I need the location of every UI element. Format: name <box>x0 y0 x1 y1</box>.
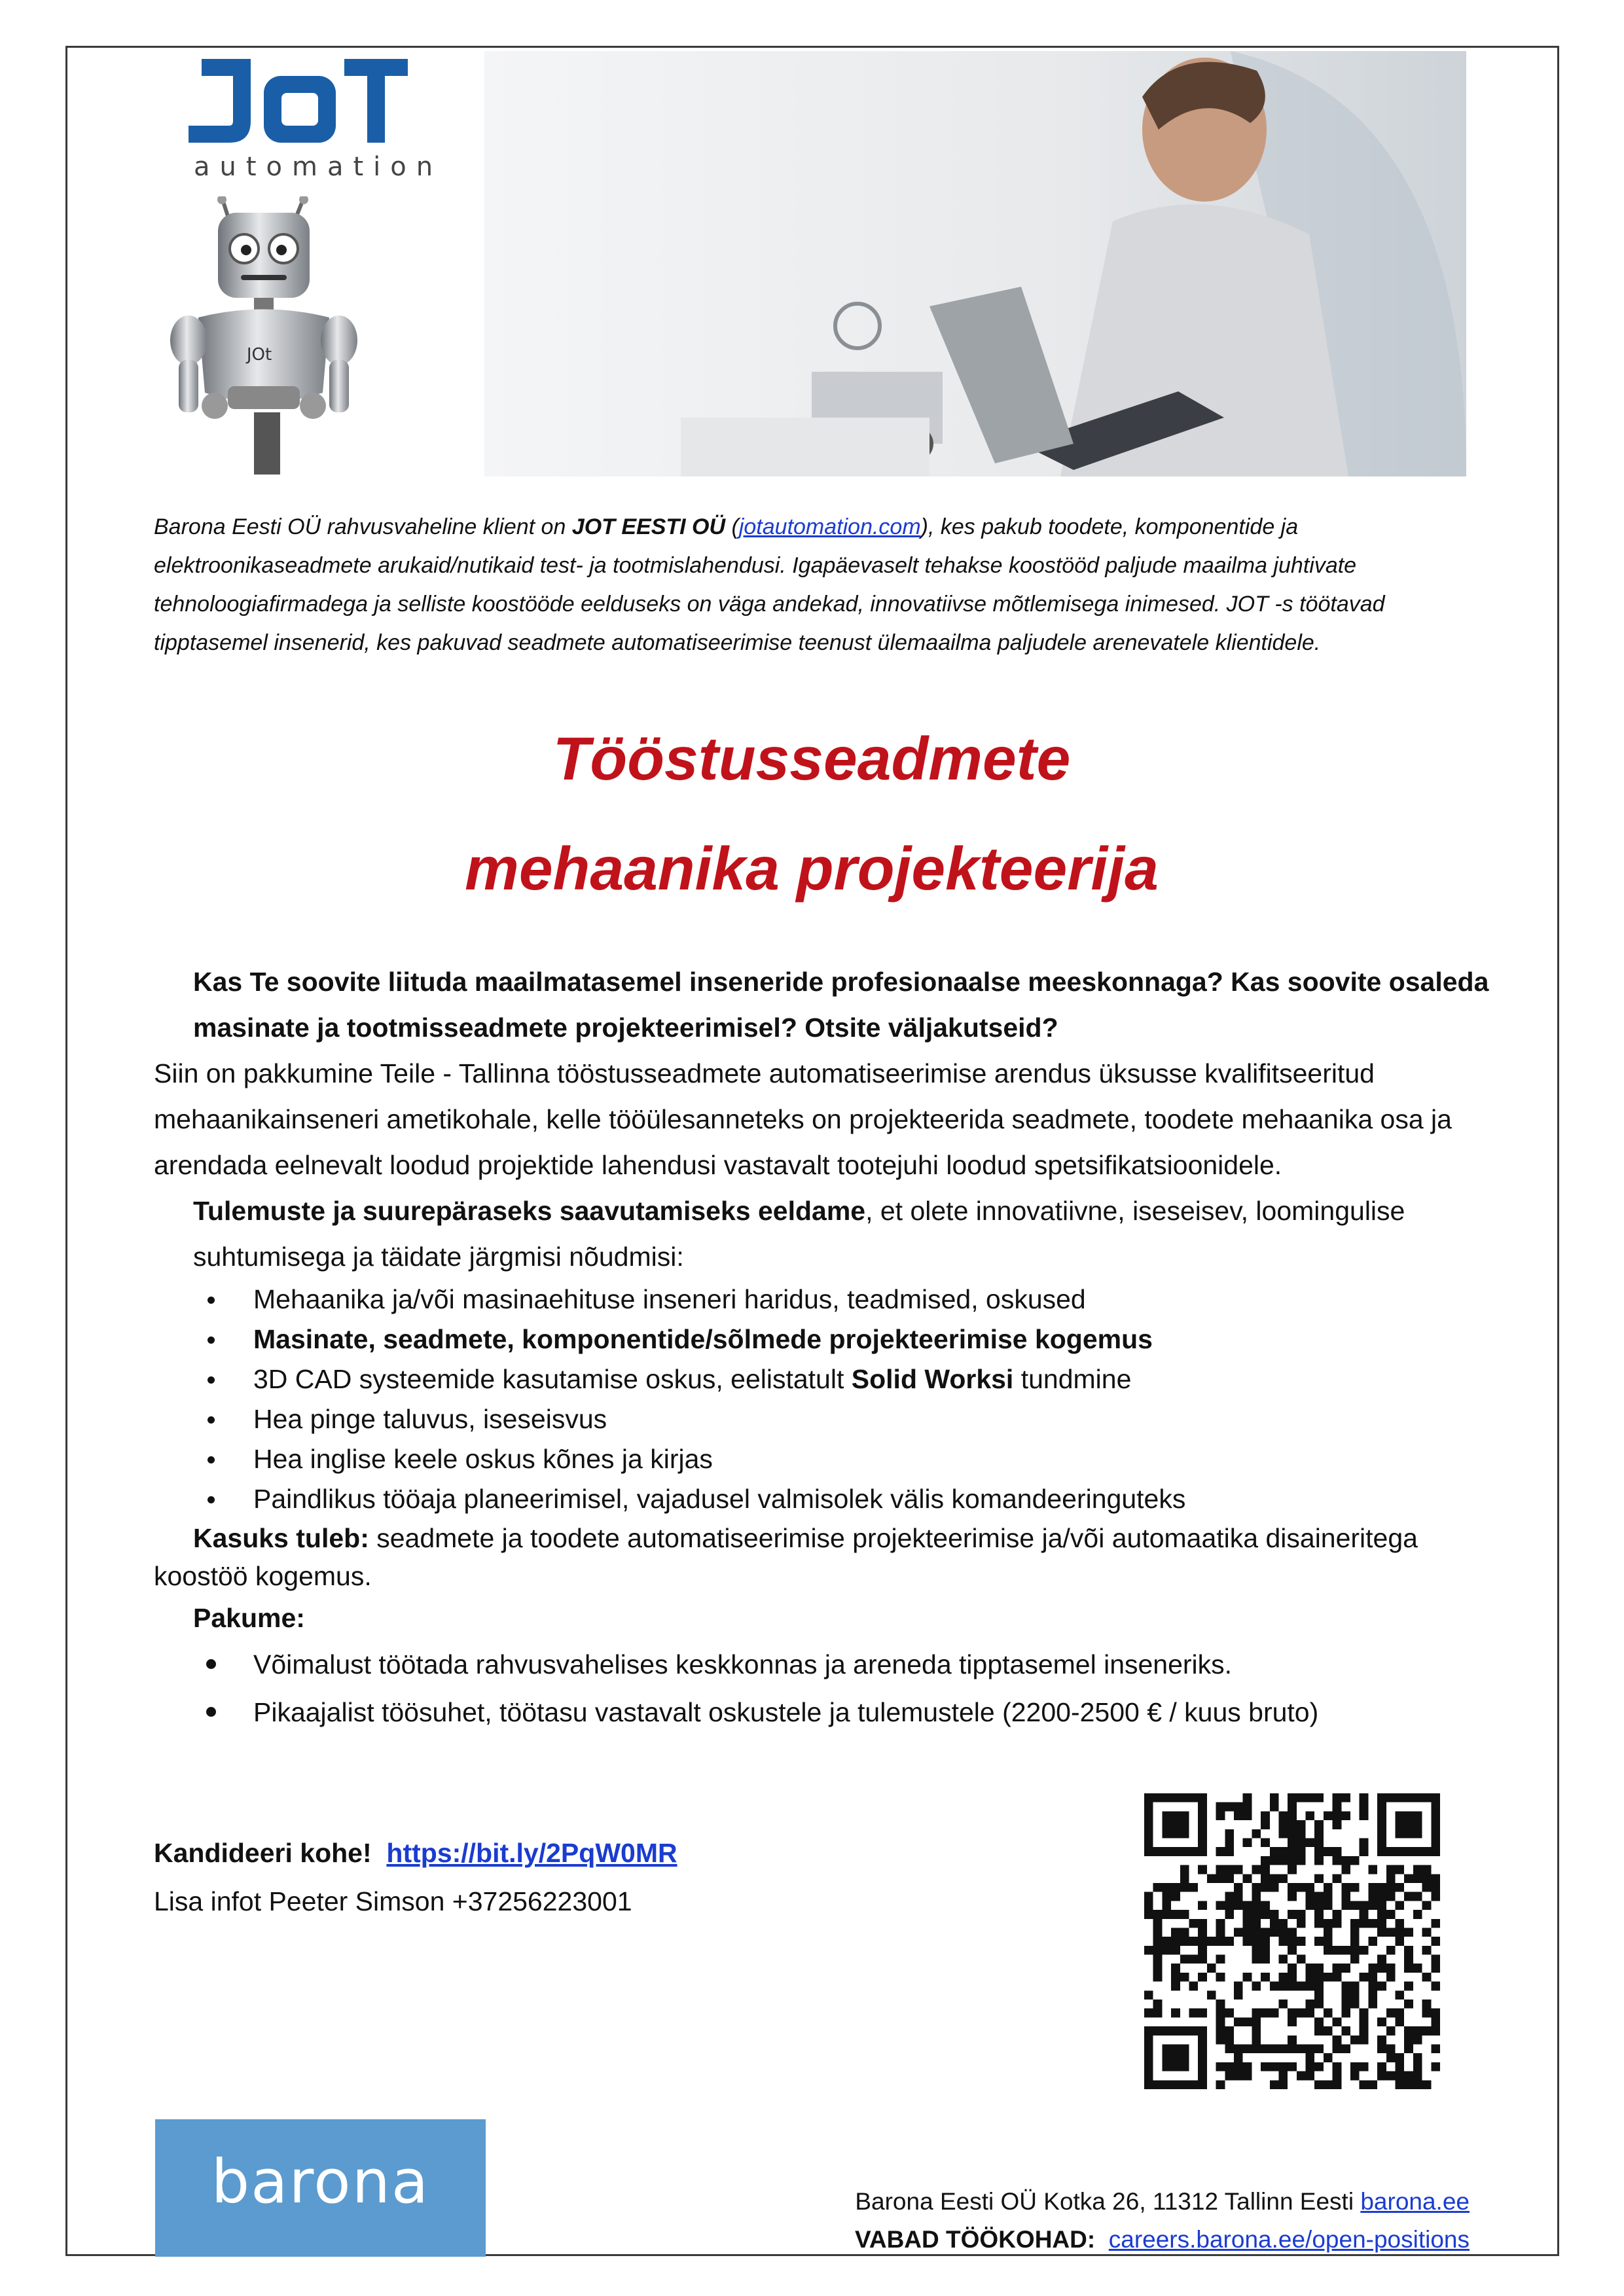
job-title <box>157 704 1466 924</box>
intro-text-3: ), kes pakub toodete, komponentide ja elektroonikaseadmete arukaid/nutikaid test- ja tootmislahendusi. Igapäevaselt tehakse koostööd paljude maailma juhtivate tehnoloogiafirmadega ja selliste koostööde eelduseks on väga andekad, innovatiivse mõtlemisega inimesed. JOT -s töötavad tipptasemel insenerid, kes pakuvad seadmete automatiseerimise teenust ülemaailma paljudele arenevatele klientidele. <box>154 514 1385 655</box>
requirements-intro-rest: , et olete innovatiivne, iseseisev, loomingulise suhtumisega ja täidate järgmisi nõudmisi: <box>193 1196 1405 1272</box>
job-description <box>154 959 1489 1736</box>
jot-logo-subtitle: automation <box>194 152 443 182</box>
job-title-line-2: mehaanika projekteerija <box>465 834 1159 903</box>
offer-description: Siin on pakkumine Teile - Tallinna tööstusseadmete automatiseerimise arendus üksusse kvalifitseeritud mehaanikainseneri ametikohale, kelle tööülesanneteks on projekteerida seadmete, toodete mehaanika osa ja arendada eelnevalt loodud projektide lahendusi vastavalt tootejuhi loodud spetsifikatsioonidele. <box>154 1058 1452 1180</box>
barona-website-link[interactable]: barona.ee <box>1360 2188 1470 2215</box>
apply-link[interactable]: https://bit.ly/2PqW0MR <box>386 1838 677 1868</box>
open-positions-link[interactable]: careers.barona.ee/open-positions <box>1108 2226 1470 2253</box>
intro-text-2: ( <box>725 514 739 539</box>
requirements-list <box>154 1280 1489 1519</box>
list-item: Paindlikus tööaja planeerimisel, vajadusel valmisolek välis komandeeringuteks <box>154 1479 1489 1519</box>
offer-list <box>154 1641 1489 1736</box>
intro-text-1: Barona Eesti OÜ rahvusvaheline klient on <box>154 514 572 539</box>
qr-code-image <box>1144 1793 1440 2089</box>
list-item: Masinate, seadmete, komponentide/sõlmede projekteerimise kogemus <box>154 1319 1489 1359</box>
jot-logo <box>182 59 414 144</box>
list-item: 3D CAD systeemide kasutamise oskus, eelistatult Solid Worksi tundmine <box>154 1359 1489 1399</box>
contact-info: Lisa infot Peeter Simson +37256223001 <box>154 1886 632 1916</box>
apply-section <box>154 1829 677 1926</box>
jot-website-link[interactable]: jotautomation.com <box>738 514 921 539</box>
list-item: Hea inglise keele oskus kõnes ja kirjas <box>154 1439 1489 1479</box>
open-positions-label: VABAD TÖÖKOHAD: <box>854 2226 1096 2253</box>
robot-mascot-image <box>162 196 388 475</box>
hero-photo-engineer-laptop <box>484 51 1466 476</box>
offer-heading: Pakume: <box>193 1603 305 1633</box>
bonus-label: Kasuks tuleb: <box>193 1523 369 1553</box>
list-item: Pikaajalist töösuhet, töötasu vastavalt oskustele ja tulemustele (2200-2500 € / kuus bruto) <box>154 1689 1489 1736</box>
opening-question: Kas Te soovite liituda maailmatasemel inseneride profesionaalse meeskonnaga? Kas soovite osaleda masinate ja tootmisseadmete projekteerimisel? Otsite väljakutseid? <box>193 967 1489 1043</box>
list-item: Võimalust töötada rahvusvahelises keskkonnas ja areneda tipptasemel inseneriks. <box>154 1641 1489 1689</box>
requirements-intro-bold: Tulemuste ja suurepäraseks saavutamiseks eeldame <box>193 1196 866 1226</box>
requirements-intro <box>154 1188 1489 1280</box>
job-title-line-1: Tööstusseadmete <box>552 725 1071 793</box>
bonus-text: seadmete ja toodete automatiseerimise projekteerimise ja/või automaatika disaineritega koostöö kogemus. <box>154 1523 1418 1591</box>
svg-text:JOt: JOt <box>246 345 272 365</box>
footer <box>855 2183 1470 2259</box>
bonus-paragraph <box>154 1519 1489 1595</box>
list-item: Hea pinge taluvus, iseseisvus <box>154 1399 1489 1439</box>
barona-logo <box>155 2119 486 2257</box>
list-item: Mehaanika ja/või masinaehituse inseneri haridus, teadmised, oskused <box>154 1280 1489 1319</box>
apply-label: Kandideeri kohe! <box>154 1838 372 1868</box>
barona-logo-text: barona <box>211 2147 430 2217</box>
client-company-name: JOT EESTI OÜ <box>571 514 726 539</box>
intro-paragraph <box>154 508 1483 662</box>
footer-address: Barona Eesti OÜ Kotka 26, 11312 Tallinn Eesti <box>855 2188 1361 2215</box>
